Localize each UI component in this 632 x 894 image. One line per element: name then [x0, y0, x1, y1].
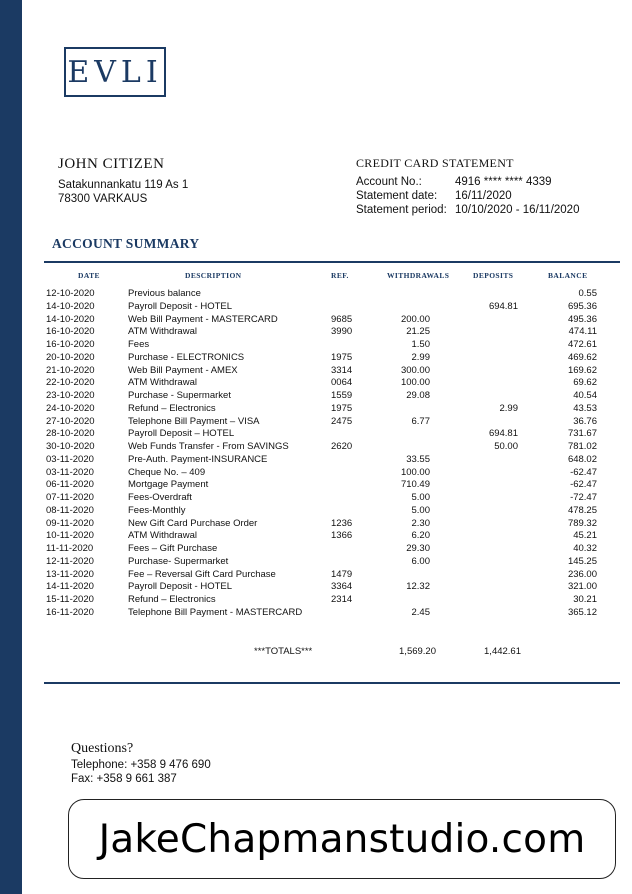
- table-row: [0, 492, 632, 505]
- cell-balance: 45.21: [573, 530, 597, 542]
- cell-withdrawal: 300.00: [400, 364, 430, 376]
- cell-description: Web Bill Payment - MASTERCARD: [128, 313, 278, 325]
- cell-ref: 3990: [331, 326, 353, 338]
- cell-balance: 495.36: [567, 313, 597, 325]
- cell-date: 20-10-2020: [46, 351, 95, 363]
- cell-date: 16-11-2020: [46, 606, 94, 618]
- bottom-divider: [44, 682, 620, 684]
- cell-withdrawal: 12.32: [406, 581, 430, 593]
- cell-withdrawal: 33.55: [406, 453, 430, 465]
- cell-withdrawal: 5.00: [411, 492, 430, 503]
- table-row: [0, 314, 632, 327]
- cell-date: 16-10-2020: [46, 326, 95, 338]
- questions-heading: Questions?: [71, 741, 134, 756]
- cell-date: 13-11-2020: [46, 568, 94, 580]
- col-balance: BALANCE: [548, 271, 588, 280]
- cell-balance: 731.67: [567, 428, 597, 440]
- table-header: [0, 271, 632, 283]
- cell-date: 24-10-2020: [46, 402, 95, 414]
- cell-date: 11-11-2020: [46, 543, 94, 554]
- table-row: [0, 543, 632, 556]
- table-row: [0, 416, 632, 429]
- cell-balance: 365.12: [567, 606, 597, 618]
- cell-balance: 0.55: [578, 288, 597, 299]
- cell-balance: 30.21: [573, 594, 597, 605]
- cell-description: ATM Withdrawal: [128, 530, 197, 542]
- cell-balance: 695.36: [567, 300, 597, 312]
- cell-ref: 2475: [331, 415, 353, 427]
- cell-description: Fee – Reversal Gift Card Purchase: [128, 568, 276, 580]
- totals-row: [0, 646, 632, 660]
- table-row: [0, 556, 632, 569]
- bank-logo: [64, 47, 166, 97]
- cell-description: Purchase- Supermarket: [128, 555, 229, 567]
- cell-deposit: 694.81: [488, 300, 518, 312]
- table-row: [0, 518, 632, 531]
- table-row: [0, 607, 632, 620]
- cell-balance: 789.32: [567, 517, 597, 529]
- cell-ref: 1366: [331, 530, 353, 542]
- cell-withdrawal: 710.49: [400, 479, 430, 491]
- table-row: [0, 365, 632, 378]
- table-row: [0, 403, 632, 416]
- table-row: [0, 479, 632, 492]
- table-row: [0, 505, 632, 518]
- cell-balance: 781.02: [567, 441, 597, 452]
- cell-balance: 474.11: [568, 326, 597, 338]
- cell-ref: 1559: [331, 390, 353, 401]
- cell-deposit: 694.81: [488, 428, 518, 440]
- table-row: [0, 454, 632, 467]
- table-row: [0, 467, 632, 480]
- cell-ref: 1975: [331, 402, 353, 414]
- cell-ref: 1479: [331, 568, 353, 580]
- cell-description: Web Funds Transfer - From SAVINGS: [128, 441, 289, 452]
- cell-date: 27-10-2020: [46, 415, 95, 427]
- fax: Fax: +358 9 661 387: [71, 773, 177, 785]
- cell-date: 09-11-2020: [46, 517, 94, 529]
- cell-ref: 3314: [331, 364, 353, 376]
- cell-balance: 469.62: [567, 351, 597, 363]
- cell-balance: 36.76: [573, 415, 597, 427]
- cell-description: Telephone Bill Payment - MASTERCARD: [128, 606, 303, 618]
- totals-label: ***TOTALS***: [254, 646, 313, 657]
- transactions-table: [0, 288, 632, 620]
- address-line-2: 78300 VARKAUS: [58, 193, 148, 205]
- cell-date: 28-10-2020: [46, 428, 95, 440]
- cell-balance: 169.62: [567, 364, 597, 376]
- col-description: DESCRIPTION: [185, 271, 242, 280]
- statement-info: [356, 175, 579, 217]
- cell-withdrawal: 5.00: [411, 504, 430, 516]
- date-label: Statement date:: [356, 190, 438, 202]
- table-row: [0, 530, 632, 543]
- cell-description: ATM Withdrawal: [128, 326, 197, 338]
- cell-withdrawal: 2.30: [411, 517, 430, 529]
- cell-description: Fees-Overdraft: [128, 492, 192, 503]
- period-row: [356, 203, 579, 217]
- cell-withdrawal: 100.00: [400, 377, 430, 389]
- account-value: 4916 **** **** 4339: [455, 176, 552, 188]
- table-row: [0, 390, 632, 403]
- cell-ref: 2314: [331, 594, 353, 605]
- cell-description: Fees: [128, 339, 150, 350]
- cell-balance: 472.61: [567, 339, 597, 350]
- cell-description: ATM Withdrawal: [128, 377, 197, 389]
- watermark-text: JakeChapmanstudio.com: [98, 816, 586, 862]
- cell-date: 21-10-2020: [46, 364, 95, 376]
- cell-date: 16-10-2020: [46, 339, 95, 350]
- totals-withdrawals: 1,569.20: [399, 646, 436, 657]
- cell-date: 07-11-2020: [46, 492, 94, 503]
- cell-deposit: 2.99: [499, 402, 518, 414]
- cell-description: Previous balance: [128, 288, 201, 299]
- cell-date: 22-10-2020: [46, 377, 95, 389]
- period-value: 10/10/2020 - 16/11/2020: [455, 204, 580, 216]
- table-row: [0, 326, 632, 339]
- cell-withdrawal: 1.50: [411, 339, 430, 350]
- cell-date: 30-10-2020: [46, 441, 95, 452]
- contact-info: [71, 758, 211, 786]
- cell-balance: 648.02: [567, 453, 597, 465]
- cell-date: 15-11-2020: [46, 594, 94, 605]
- cell-withdrawal: 200.00: [400, 313, 430, 325]
- cell-description: Refund – Electronics: [128, 594, 216, 605]
- totals-deposits: 1,442.61: [484, 646, 521, 657]
- cell-date: 10-11-2020: [46, 530, 94, 542]
- cell-withdrawal: 6.20: [411, 530, 430, 542]
- statement-title: CREDIT CARD STATEMENT: [356, 156, 514, 170]
- cell-description: Purchase - Supermarket: [128, 390, 231, 401]
- cell-balance: 40.54: [573, 390, 597, 401]
- table-row: [0, 352, 632, 365]
- cell-balance: -62.47: [570, 479, 597, 491]
- cell-withdrawal: 100.00: [400, 466, 430, 478]
- cell-balance: 236.00: [567, 568, 597, 580]
- cell-ref: 9685: [331, 313, 353, 325]
- cell-date: 03-11-2020: [46, 466, 94, 478]
- table-row: [0, 594, 632, 607]
- cell-date: 14-11-2020: [46, 581, 94, 593]
- cell-balance: -72.47: [570, 492, 597, 503]
- date-value: 16/11/2020: [455, 190, 512, 202]
- cell-description: Purchase - ELECTRONICS: [128, 351, 245, 363]
- cell-withdrawal: 2.99: [411, 351, 430, 363]
- cell-description: Pre-Auth. Payment-INSURANCE: [128, 453, 268, 465]
- address-line-1: Satakunnankatu 119 As 1: [58, 179, 189, 191]
- cell-balance: -62.47: [570, 466, 597, 478]
- cell-withdrawal: 21.25: [406, 326, 430, 338]
- col-withdrawals: WITHDRAWALS: [387, 271, 450, 280]
- top-divider: [44, 261, 620, 263]
- cell-ref: 1975: [331, 351, 353, 363]
- watermark-banner: [68, 799, 616, 879]
- cell-date: 08-11-2020: [46, 504, 94, 516]
- table-row: [0, 301, 632, 314]
- account-summary-heading: ACCOUNT SUMMARY: [52, 236, 200, 251]
- cell-description: Payroll Deposit - HOTEL: [128, 581, 233, 593]
- cell-description: New Gift Card Purchase Order: [128, 517, 258, 529]
- cell-date: 23-10-2020: [46, 390, 95, 401]
- table-row: [0, 339, 632, 352]
- cell-deposit: 50.00: [494, 441, 518, 452]
- cell-balance: 478.25: [567, 504, 597, 516]
- cell-withdrawal: 6.77: [411, 415, 430, 427]
- cell-description: Payroll Deposit - HOTEL: [128, 300, 233, 312]
- customer-name: JOHN CITIZEN: [58, 156, 165, 172]
- cell-withdrawal: 29.08: [406, 390, 430, 401]
- cell-date: 12-10-2020: [46, 288, 95, 299]
- col-deposits: DEPOSITS: [473, 271, 514, 280]
- table-row: [0, 581, 632, 594]
- col-ref: REF.: [331, 271, 349, 280]
- cell-balance: 43.53: [573, 402, 597, 414]
- cell-description: Fees-Monthly: [128, 504, 186, 516]
- cell-date: 12-11-2020: [46, 555, 94, 567]
- cell-ref: 0064: [331, 377, 353, 389]
- cell-withdrawal: 2.45: [411, 606, 430, 618]
- cell-description: Mortgage Payment: [128, 479, 209, 491]
- cell-ref: 3364: [331, 581, 353, 593]
- cell-description: Cheque No. – 409: [128, 466, 206, 478]
- cell-ref: 2620: [331, 441, 353, 452]
- table-row: [0, 288, 632, 301]
- cell-balance: 40.32: [573, 543, 597, 554]
- cell-date: 14-10-2020: [46, 300, 95, 312]
- cell-description: Refund – Electronics: [128, 402, 216, 414]
- cell-date: 03-11-2020: [46, 453, 94, 465]
- period-label: Statement period:: [356, 204, 447, 216]
- cell-date: 14-10-2020: [46, 313, 95, 325]
- customer-address: [58, 178, 188, 206]
- cell-balance: 145.25: [567, 555, 597, 567]
- account-row: [356, 175, 579, 189]
- account-label: Account No.:: [356, 176, 422, 188]
- cell-date: 06-11-2020: [46, 479, 94, 491]
- cell-withdrawal: 29.30: [406, 543, 430, 554]
- cell-balance: 69.62: [573, 377, 597, 389]
- table-row: [0, 569, 632, 582]
- col-date: DATE: [78, 271, 100, 280]
- table-row: [0, 428, 632, 441]
- table-row: [0, 377, 632, 390]
- logo-text: EVLI: [67, 54, 163, 90]
- table-row: [0, 441, 632, 454]
- telephone: Telephone: +358 9 476 690: [71, 759, 211, 771]
- cell-ref: 1236: [331, 517, 353, 529]
- date-row: [356, 189, 579, 203]
- cell-balance: 321.00: [567, 581, 597, 593]
- cell-description: Payroll Deposit – HOTEL: [128, 428, 235, 440]
- cell-description: Fees – Gift Purchase: [128, 543, 218, 554]
- cell-withdrawal: 6.00: [411, 555, 430, 567]
- cell-description: Telephone Bill Payment – VISA: [128, 415, 260, 427]
- cell-description: Web Bill Payment - AMEX: [128, 364, 238, 376]
